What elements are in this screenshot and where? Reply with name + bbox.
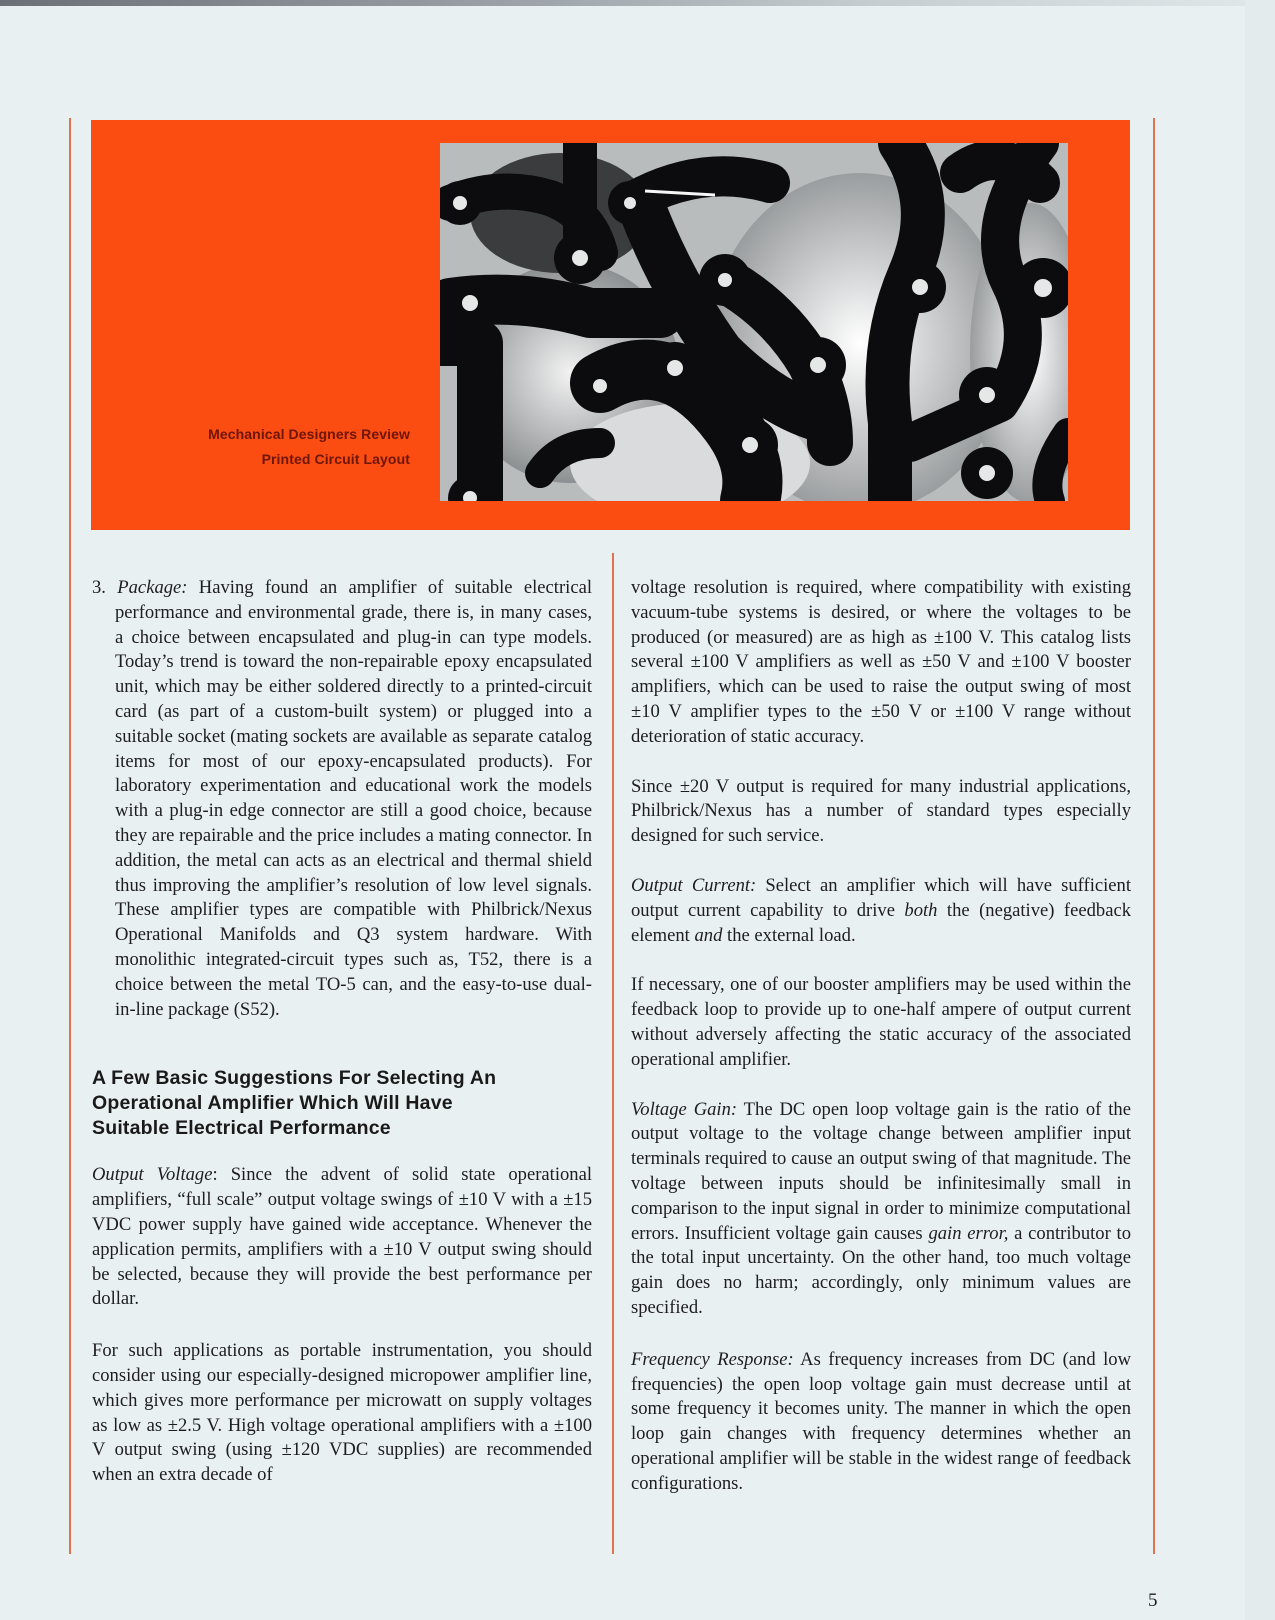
voltage-gain-text-b: a contributor to the total input uncertainty. On the other hand, too much voltage gain does no harm; accordingly, only minimum values are specified. <box>631 1222 1132 1318</box>
package-label: Package: <box>117 577 188 598</box>
section-heading <box>92 1066 592 1141</box>
industrial-paragraph: Since ±20 V output is required for many industrial applications, Philbrick/Nexus has a number of standard types especially designed for such service. <box>631 775 1131 847</box>
package-text: Having found an amplifier of suitable electrical performance and environmental grade, there is, in many cases, a choice between encapsulated and plug-in can type models. Today’s trend is toward the non-repairable epoxy encapsulated unit, which may be either soldered directly to a printed-circuit card (as part of a custom-built system) or plugged into a suitable socket (mating sockets are available as separate catalog items for most of our epoxy-encapsulated products). For laboratory experimentation and educational work the models with a plug-in edge connector are still a good choice, because they are repairable and the price includes a mating connector. In addition, the metal can acts as an electrical and thermal shield thus improving the amplifier’s resolution of low level signals. These amplifier types are compatible with Philbrick/Nexus Operational Manifolds and Q3 system hardware. With monolithic integrated-circuit types such as, T52, there is a choice between the metal TO-5 can, and the easy-to-use dual-in-line package (S52). <box>115 577 592 1020</box>
scan-right-edge <box>1245 0 1275 1620</box>
output-voltage-paragraph <box>92 1163 592 1312</box>
frequency-response-label: Frequency Response: <box>631 1348 794 1370</box>
voltage-gain-text-a: The DC open loop voltage gain is the ratio of the output voltage to the voltage change between amplifier input terminals required to cause an output swing of that magnitude. The voltage between inputs should be infinitesimally small in comparison to the input signal in order to minimize computational errors. Insufficient voltage gain causes <box>631 1098 1131 1244</box>
portable-instrumentation-paragraph: For such applications as portable instrumentation, you should consider using our especially-designed micropower amplifier line, which gives more performance per microwatt on supply voltages as low as ±2.5 V. High voltage operational amplifiers with a ±100 V output swing (using ±120 VDC supplies) are recommended when an extra decade of <box>92 1340 592 1486</box>
right-text-column <box>631 576 1131 1497</box>
left-text-column <box>92 576 592 1488</box>
emphasis-both: both <box>904 899 938 921</box>
emphasis-and: and <box>694 924 723 946</box>
right-margin-rule <box>1153 118 1155 1554</box>
heading-line-1: A Few Basic Suggestions For Selecting An <box>92 1067 497 1090</box>
left-margin-rule <box>69 118 71 1554</box>
frequency-response-paragraph <box>631 1348 1131 1497</box>
circuit-traces-graphic <box>440 143 1068 501</box>
photo-caption <box>208 422 410 472</box>
caption-line-2: Printed Circuit Layout <box>261 451 410 467</box>
circuit-layout-photo <box>440 143 1068 501</box>
output-voltage-text: : Since the advent of solid state operational amplifiers, “full scale” output voltage swings of ±10 V with a ±15 VDC power supply have gained wide acceptance. Whenever the application permits, amplifiers with a ±10 V output swing should be selected, because they will provide the best performance per dollar. <box>92 1164 592 1310</box>
frequency-response-text: As frequency increases from DC (and low frequencies) the open loop voltage gain must decrease until at some frequency it becomes unity. The manner in which the open loop gain changes with frequency determines whether an operational amplifier will be stable in the widest range of feedback configurations. <box>631 1348 1132 1494</box>
center-column-rule <box>612 553 614 1554</box>
output-current-paragraph <box>631 874 1131 948</box>
voltage-gain-paragraph <box>631 1098 1131 1321</box>
booster-paragraph: If necessary, one of our booster amplifiers may be used within the feedback loop to provide up to one-half ampere of output current without adversely affecting the static accuracy of the associated operational amplifier. <box>631 974 1131 1070</box>
voltage-resolution-paragraph: voltage resolution is required, where compatibility with existing vacuum-tube systems is desired, or where the voltages to be produced (or measured) are as high as ±100 V. This catalog lists several ±100 V amplifiers as well as ±50 V and ±100 V booster amplifiers, which can be used to raise the output swing of most ±10 V amplifier types to the ±50 V or ±100 V range without deterioration of static accuracy. <box>631 577 1131 747</box>
emphasis-gain-error: gain error, <box>928 1222 1009 1244</box>
item-number: 3. <box>92 577 106 598</box>
scan-top-edge <box>0 0 1245 6</box>
output-current-label: Output Current: <box>631 874 757 896</box>
output-current-text-b: the (negative) feedback element <box>631 899 1131 946</box>
caption-line-1: Mechanical Designers Review <box>208 426 410 442</box>
output-voltage-label: Output Voltage <box>92 1164 213 1186</box>
package-paragraph <box>92 576 592 1022</box>
orange-banner <box>91 120 1130 530</box>
output-current-text-c: the external load. <box>722 924 856 946</box>
output-current-text-a: Select an amplifier which will have sufficient output current capability to drive <box>631 874 1132 921</box>
heading-line-3: Suitable Electrical Performance <box>92 1117 391 1140</box>
page-number: 5 <box>1148 1590 1158 1611</box>
heading-line-2: Operational Amplifier Which Will Have <box>92 1092 453 1115</box>
voltage-gain-label: Voltage Gain: <box>631 1098 738 1120</box>
